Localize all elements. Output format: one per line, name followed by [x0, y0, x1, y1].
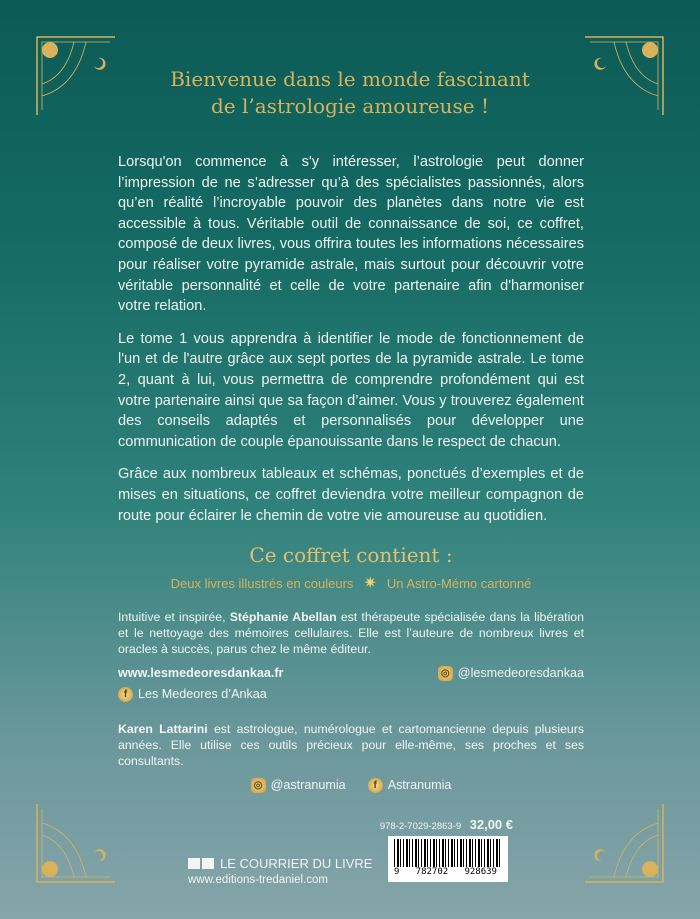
author1-bio-text: est thérapeute spécialisée dans la libération et le nettoyage des mémoires cellulaires. Elle est l’auteure de nombreux livres et oracles à succès, parus chez le même éditeur.: [118, 609, 584, 656]
author2-facebook-link[interactable]: [368, 777, 452, 794]
author1-intro: Intuitive et inspirée,: [118, 609, 230, 624]
corner-ornament-bottom-left: [36, 803, 116, 883]
author1-links: [118, 665, 584, 703]
main-text-column: [118, 152, 584, 794]
isbn: 978-2-7029-2863-9: [379, 821, 462, 832]
publisher-name-row: [188, 856, 372, 871]
contents-item-memo: Un Astro-Mémo cartonné: [386, 575, 532, 591]
author1-instagram-handle: @lesmedeoresdankaa: [457, 665, 584, 680]
paragraph-conclusion: Grâce aux nombreux tableaux et schémas, ponctués d’exemples et de mises en situations, ce coffret deviendra votre meilleur compagnon de route pour éclairer le chemin de votre vie amoureuse au quotidien.: [118, 466, 584, 524]
publisher-name: LE COURRIER DU LIVRE: [220, 856, 373, 871]
publisher-block: [188, 856, 372, 886]
author2-instagram-handle: @astranumia: [270, 777, 346, 792]
contents-heading: Ce coffret contient :: [249, 543, 453, 568]
author2-instagram-link[interactable]: [251, 777, 346, 794]
cover-title: [0, 66, 700, 120]
paragraph-intro: Lorsqu'on commence à s'y intéresser, l’astrologie peut donner l’impression de ne s’adresser qu’à des spécialistes passionnés, alors qu’en réalité l’incroyable pouvoir des planètes dans notre vie est accessible à tous. Véritable outil de connaissance de soi, ce coffret, composé de deux livres, vous offrira toutes les informations nécessaires pour réaliser votre pyramide astrale, mais surtout pour découvrir votre véritable personnalité et celle de votre partenaire afin d'harmoniser votre relation.: [118, 154, 584, 315]
author2-links: [118, 777, 584, 794]
price-line: [373, 816, 513, 834]
open-book-icon: [188, 858, 214, 869]
author1-facebook-name: Les Medeores d’Ankaa: [138, 686, 267, 701]
title-line-1: Bienvenue dans le monde fascinant: [170, 67, 530, 91]
author2-facebook-name: Astranumia: [387, 777, 452, 792]
barcode-digits: 9 782702 928639: [394, 867, 497, 877]
barcode: [388, 836, 508, 882]
author1-instagram-link[interactable]: [438, 665, 584, 682]
author2-bio: [118, 721, 584, 769]
author2-bio-text: est astrologue, numérologue et cartomancienne depuis plusieurs années. Elle utilise ces outils précieux pour elle-même, ses proches et ses consultants.: [118, 721, 584, 768]
author1-bio: [118, 609, 584, 657]
barcode-bars: [394, 839, 502, 867]
contents-list: [118, 574, 584, 593]
facebook-icon: f: [368, 778, 383, 793]
author2-name: Karen Lattarini: [118, 721, 208, 736]
publisher-website[interactable]: www.editions-tredaniel.com: [188, 874, 328, 886]
paragraph-tomes: Le tome 1 vous apprendra à identifier le mode de fonctionnement de l'un et de l'autre grâce aux sept portes de la pyramide astrale. Le tome 2, quant à lui, vous permettra de comprendre profondément qui est votre partenaire ainsi que sa façon d’aimer. Vous y trouverez également des conseils adaptés et personnalisés pour développer une communication de couple épanouissante dans le respect de chacun.: [118, 330, 584, 450]
author1-facebook-link[interactable]: [118, 686, 267, 703]
corner-ornament-bottom-right: [584, 803, 664, 883]
star-icon: ✷: [363, 574, 377, 592]
title-line-2: de l’astrologie amoureuse !: [211, 94, 489, 118]
contents-item-books: Deux livres illustrés en couleurs: [170, 575, 354, 591]
author1-name: Stéphanie Abellan: [229, 609, 337, 624]
author1-website-link[interactable]: www.lesmedeoresdankaa.fr: [118, 665, 284, 680]
instagram-icon: ◎: [438, 666, 453, 681]
facebook-icon: f: [118, 687, 133, 702]
price: 32,00 €: [469, 817, 513, 832]
instagram-icon: ◎: [251, 778, 266, 793]
